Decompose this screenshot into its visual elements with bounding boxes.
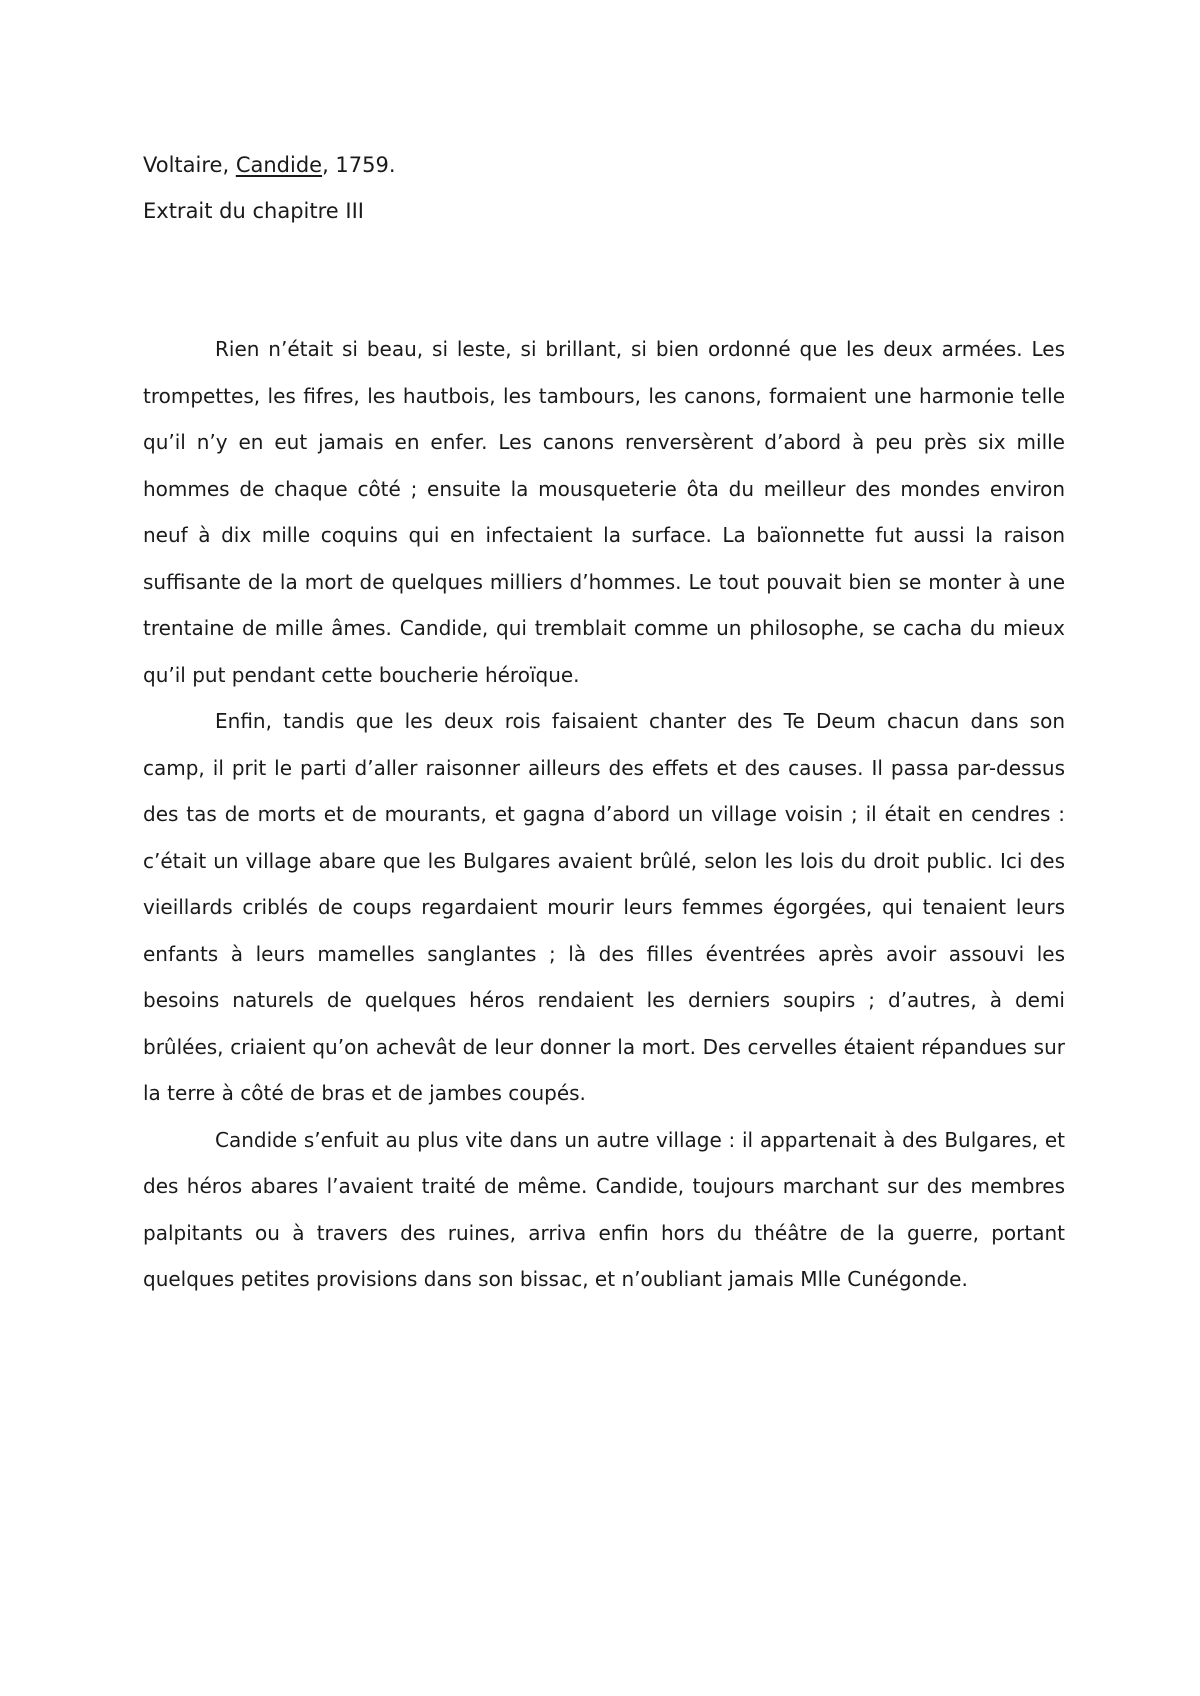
paragraph-1: Rien n’était si beau, si leste, si brillant, si bien ordonné que les deux armées. Les trompettes, les fifres, les hautbois, les tambours, les canons, formaient une harmonie telle qu’il n’y en eut jamais en enfer. Les canons renversèrent d’abord à peu près six mille hommes de chaque côté ; ensuite la mousqueterie ôta du meilleur des mondes environ neuf à dix mille coquins qui en infectaient la surface. La baïonnette fut aussi la raison suffisante de la mort de quelques milliers d’hommes. Le tout pouvait bien se monter à une trentaine de mille âmes. Candide, qui tremblait comme un philosophe, se cacha du mieux qu’il put pendant cette boucherie héroïque. xyxy=(143,337,1065,687)
excerpt-body xyxy=(143,326,1065,1303)
publication-year: , 1759. xyxy=(322,153,396,177)
paragraph-2: Enfin, tandis que les deux rois faisaient chanter des Te Deum chacun dans son camp, il prit le parti d’aller raisonner ailleurs des effets et des causes. Il passa par-dessus des tas de morts et de mourants, et gagna d’abord un village voisin ; il était en cendres : c’était un village abare que les Bulgares avaient brûlé, selon les lois du droit public. Ici des vieillards criblés de coups regardaient mourir leurs femmes égorgées, qui tenaient leurs enfants à leurs mamelles sanglantes ; là des filles éventrées après avoir assouvi les besoins naturels de quelques héros rendaient les derniers soupirs ; d’autres, à demi brûlées, criaient qu’on achevât de leur donner la mort. Des cervelles étaient répandues sur la terre à côté de bras et de jambes coupés. xyxy=(143,709,1065,1105)
citation-line xyxy=(143,142,1063,188)
excerpt-line: Extrait du chapitre III xyxy=(143,199,364,223)
document-header xyxy=(143,142,1063,234)
author-name: Voltaire, xyxy=(143,153,236,177)
paragraph-3: Candide s’enfuit au plus vite dans un autre village : il appartenait à des Bulgares, et des héros abares l’avaient traité de même. Candide, toujours marchant sur des membres palpitants ou à travers des ruines, arriva enfin hors du théâtre de la guerre, portant quelques petites provisions dans son bissac, et n’oubliant jamais Mlle Cunégonde. xyxy=(143,1127,1065,1291)
work-title: Candide xyxy=(235,153,323,177)
